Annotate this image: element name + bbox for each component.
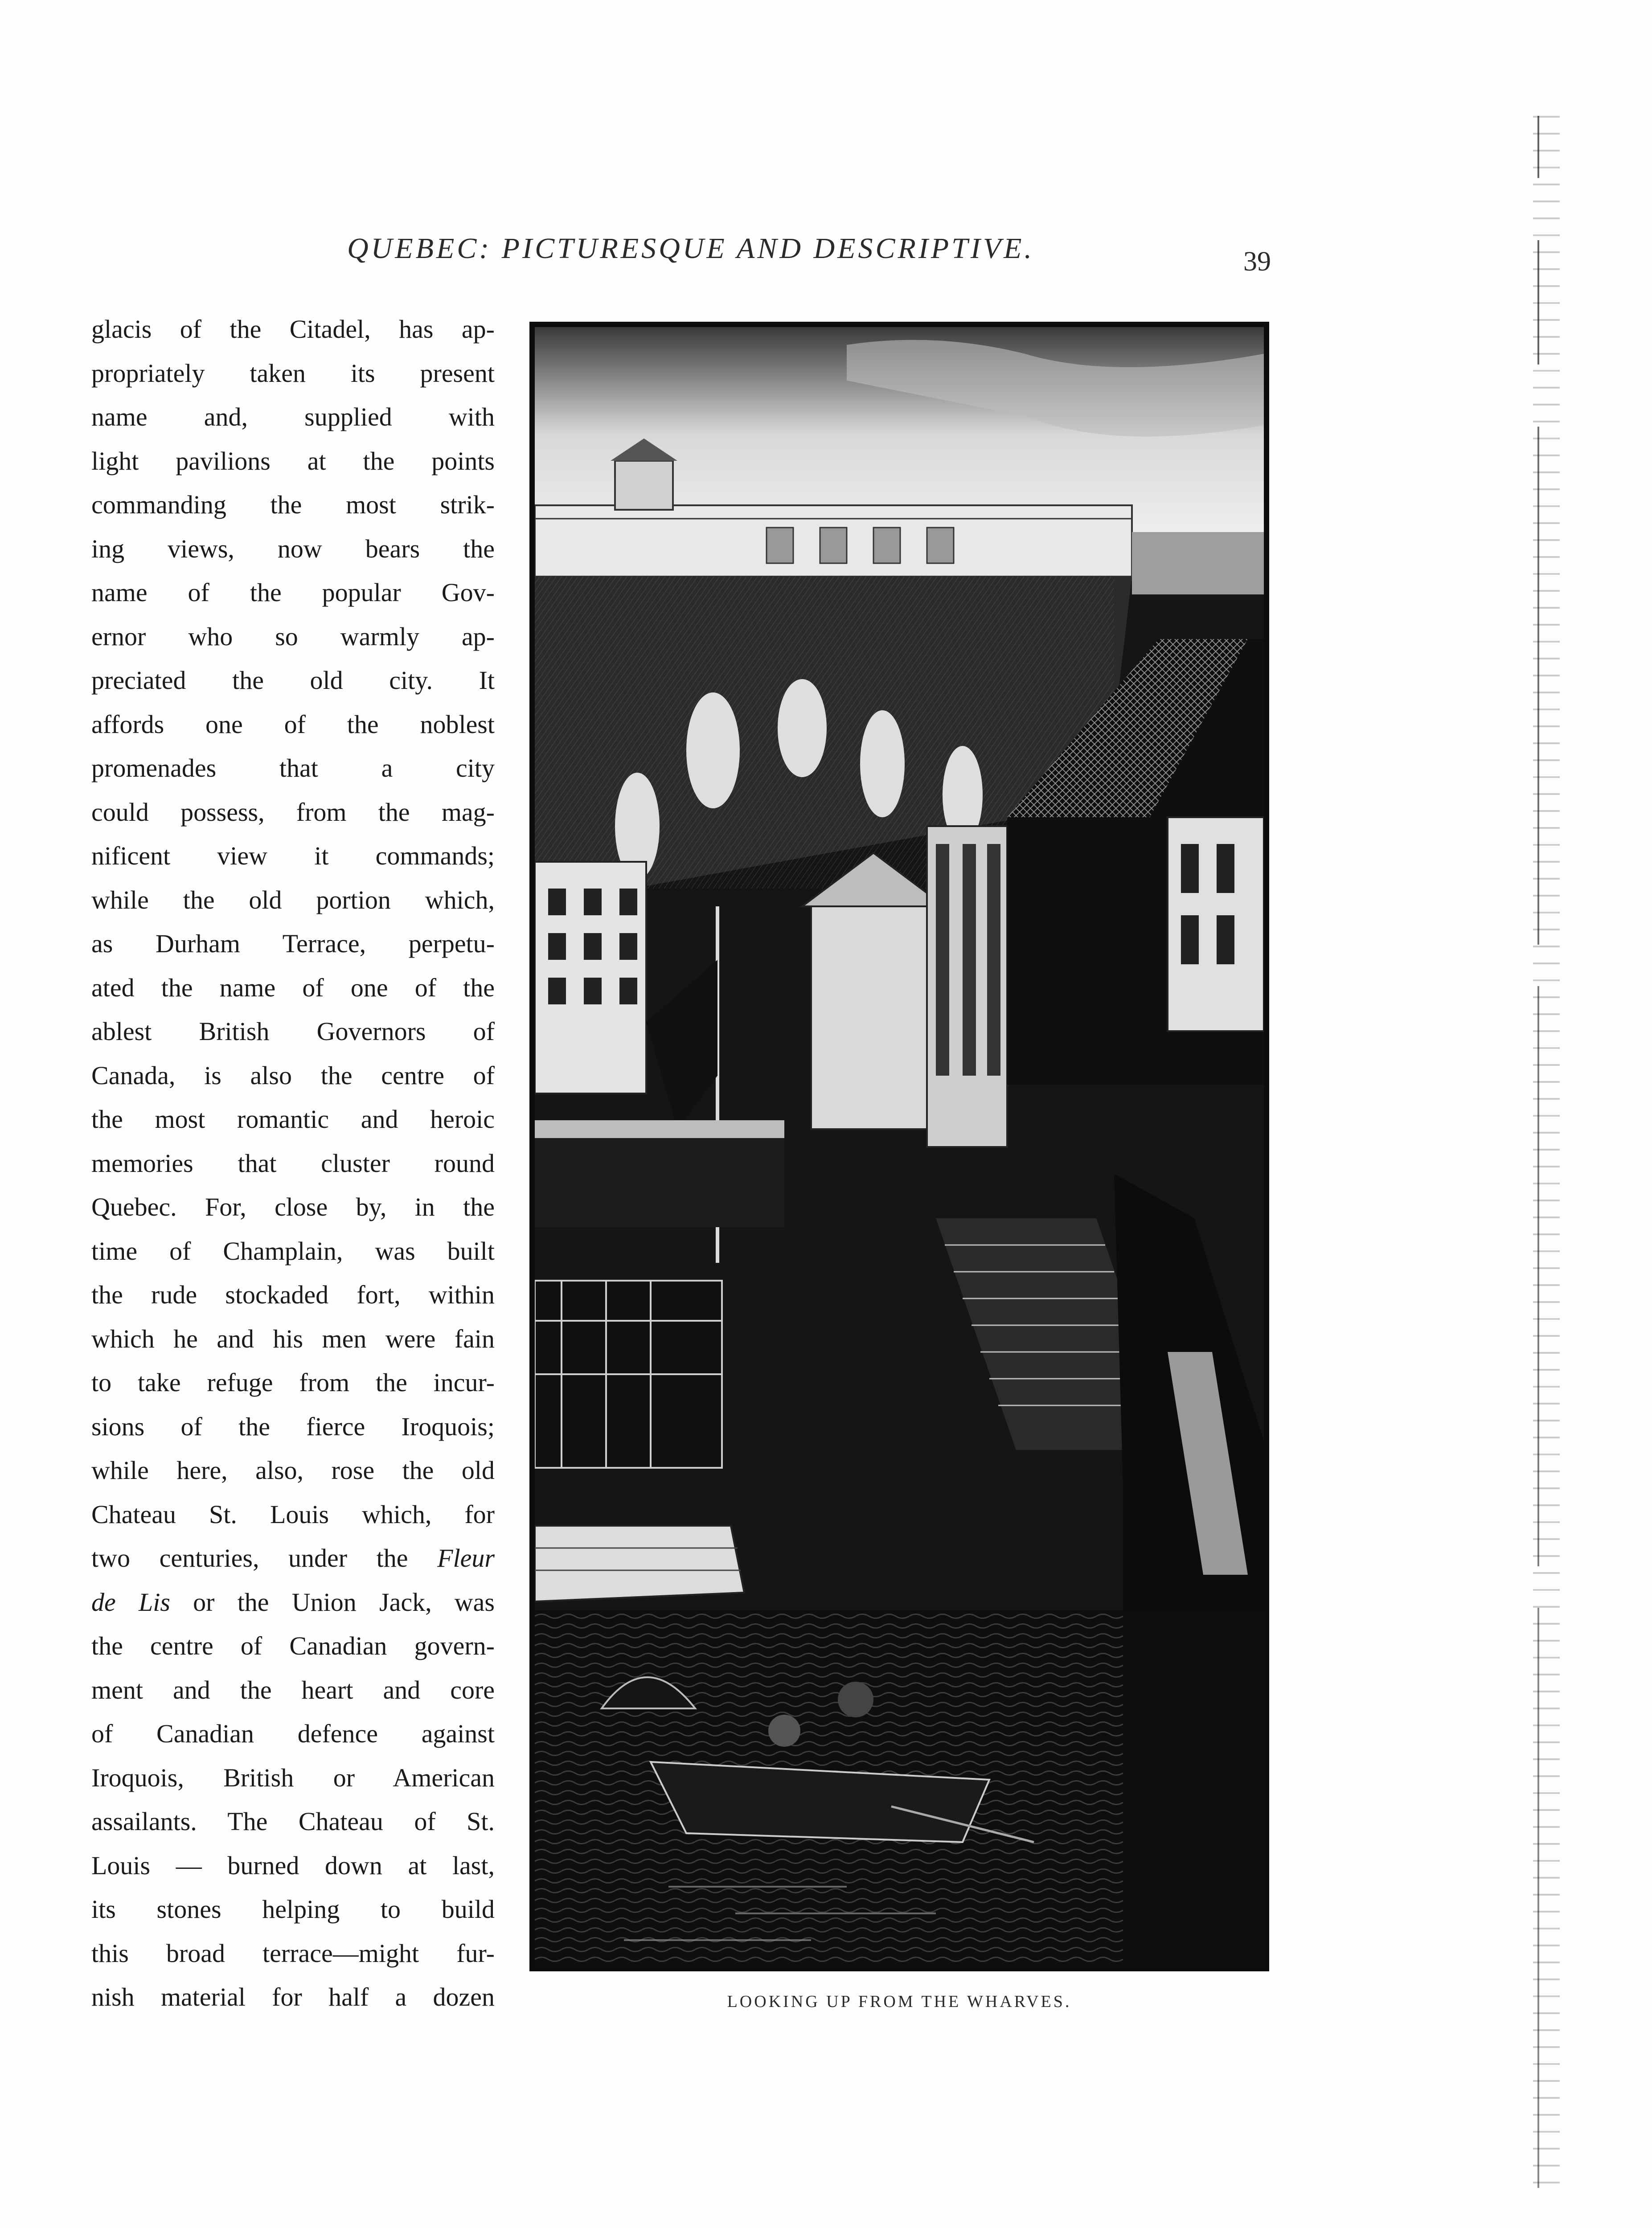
body-text-line: light pavilions at the points bbox=[91, 446, 495, 475]
figure-caption: LOOKING UP FROM THE WHARVES. bbox=[727, 1992, 1072, 2011]
page-number: 39 bbox=[1243, 246, 1271, 277]
body-text-line: commanding the most strik- bbox=[91, 490, 495, 519]
body-text-line: while here, also, rose the old bbox=[91, 1456, 495, 1485]
body-text-line: Louis — burned down at last, bbox=[91, 1851, 495, 1880]
body-text-line: nish material for half a dozen bbox=[91, 1982, 495, 2011]
body-text-line: its stones helping to build bbox=[91, 1895, 495, 1924]
body-text-line: which he and his men were fain bbox=[91, 1324, 495, 1353]
body-text-line: assailants. The Chateau of St. bbox=[91, 1807, 495, 1836]
body-text-line: ablest British Governors of bbox=[91, 1017, 495, 1046]
body-text-line: ated the name of one of the bbox=[91, 973, 495, 1002]
running-title: QUEBEC: PICTURESQUE AND DESCRIPTIVE. bbox=[347, 232, 1034, 265]
body-text-line: this broad terrace—might fur- bbox=[91, 1938, 495, 1968]
body-text-line: as Durham Terrace, perpetu- bbox=[91, 929, 495, 958]
body-text-line: of Canadian defence against bbox=[91, 1719, 495, 1748]
body-text-line: propriately taken its present bbox=[91, 358, 495, 388]
body-text-line: name of the popular Gov- bbox=[91, 578, 495, 607]
body-text-line: memories that cluster round bbox=[91, 1148, 495, 1178]
body-text-line: glacis of the Citadel, has ap- bbox=[91, 315, 495, 344]
scan-edge-artifact bbox=[1520, 116, 1560, 2188]
body-text-line: could possess, from the mag- bbox=[91, 797, 495, 827]
body-text-line: ing views, now bears the bbox=[91, 534, 495, 563]
body-text-line: de Lis or the Union Jack, was bbox=[91, 1587, 495, 1617]
body-text-line: preciated the old city. It bbox=[91, 666, 495, 695]
body-text-line: while the old portion which, bbox=[91, 885, 495, 914]
body-text-line: nificent view it commands; bbox=[91, 841, 495, 870]
wharf-scene-engraving bbox=[535, 327, 1264, 1966]
body-text-column bbox=[91, 307, 495, 2019]
body-text-line: Chateau St. Louis which, for bbox=[91, 1499, 495, 1529]
scan-edge-ticks bbox=[1533, 116, 1560, 2188]
body-text-line: two centuries, under the Fleur bbox=[91, 1544, 495, 1573]
body-text-line: sions of the fierce Iroquois; bbox=[91, 1412, 495, 1441]
body-text-line: time of Champlain, was built bbox=[91, 1236, 495, 1266]
engraving-illustration bbox=[529, 322, 1269, 1971]
body-text-line: Iroquois, British or American bbox=[91, 1763, 495, 1792]
body-text-line: to take refuge from the incur- bbox=[91, 1368, 495, 1397]
body-text-line: Quebec. For, close by, in the bbox=[91, 1192, 495, 1221]
body-text-line: the centre of Canadian govern- bbox=[91, 1631, 495, 1660]
body-text-line: ernor who so warmly ap- bbox=[91, 622, 495, 651]
body-text-line: the rude stockaded fort, within bbox=[91, 1280, 495, 1309]
body-text-line: name and, supplied with bbox=[91, 402, 495, 431]
body-text-line: the most romantic and heroic bbox=[91, 1105, 495, 1134]
body-text-line: Canada, is also the centre of bbox=[91, 1061, 495, 1090]
body-text-line: ment and the heart and core bbox=[91, 1675, 495, 1704]
body-text-line: promenades that a city bbox=[91, 754, 495, 782]
body-text-line: affords one of the noblest bbox=[91, 709, 495, 739]
